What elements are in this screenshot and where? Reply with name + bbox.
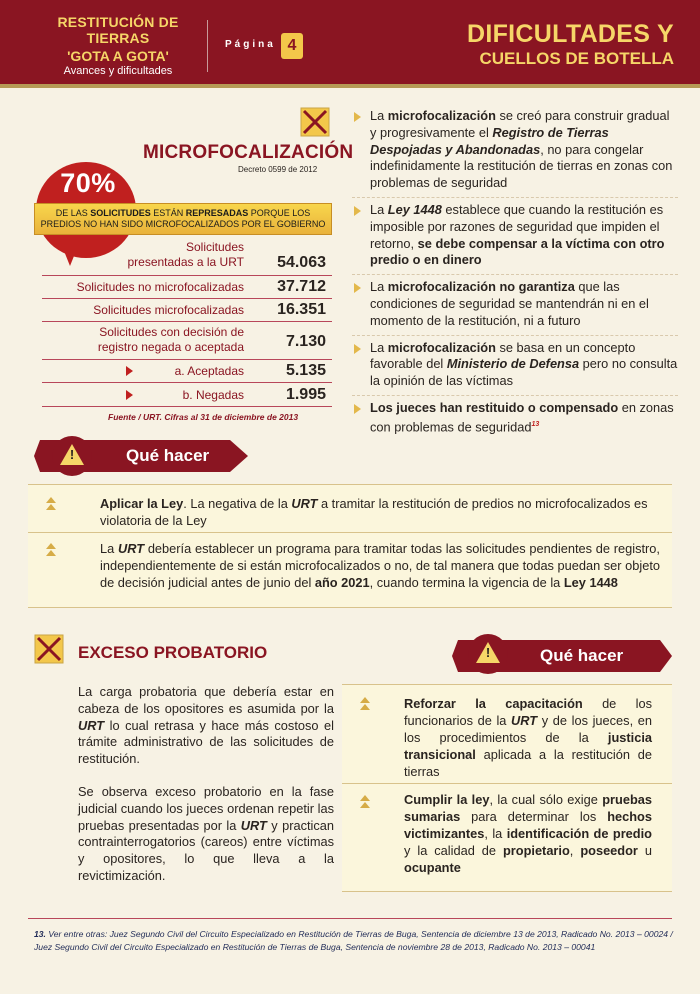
que-hacer-2-box: [342, 684, 672, 892]
list-item: Los jueces han restituido o compensado en zonas con problemas de seguridad$^{13}$: [352, 400, 678, 441]
page-label: Página: [225, 39, 276, 50]
stat-label: Solicitudes microfocalizadas: [93, 303, 244, 317]
list-item: La microfocalización se creó para construir gradual y progresivamente el Registro de Tierras Despojadas y Abandonadas, no para congelar indefinidamente la restitución de tierras en zonas con problemas de seguridad: [352, 108, 678, 198]
stat-label: Solicitudes presentadas a la URT: [127, 240, 244, 269]
section-heading-line2: CUELLOS DE BOTELLA: [479, 49, 674, 68]
footnote-divider: [28, 918, 672, 919]
double-arrow-up-icon: [360, 704, 370, 710]
publication-subtitle: Avances y dificultades: [63, 65, 173, 77]
stat-label: a. Aceptadas: [174, 364, 244, 378]
list-item: La microfocalización se basa en un concepto favorable del Ministerio de Defensa pero no consulta la opinión de las víctimas: [352, 340, 678, 396]
list-item: La Ley 1448 establece que cuando la restitución es imposible por razones de seguridad que impiden el retorno, se debe compensar a la víctima con otro predio o en dinero: [352, 202, 678, 275]
stat-value: 7.130: [285, 333, 326, 350]
box-divider: [342, 783, 672, 784]
page-number: 4: [281, 33, 303, 59]
stat-value: 54.063: [277, 254, 326, 271]
stat-value: 37.712: [277, 278, 326, 295]
publication-title-line1: RESTITUCIÓN DE TIERRAS: [57, 14, 179, 46]
banner-line2: PREDIOS NO HAN SIDO MICROFOCALIZADOS POR EL GOBIERNO: [40, 219, 326, 229]
exceso-paragraph-1: La carga probatoria que debería estar en cabeza de los opositores es asumida por la URT lo cual retrasa y hace más costoso el trámite administrativo de las solicitudes de restitución.: [78, 684, 334, 767]
double-arrow-up-icon: [360, 697, 370, 703]
publication-title-line2: 'GOTA A GOTA': [67, 48, 169, 64]
double-arrow-up-icon: [360, 802, 370, 808]
que-hacer-1-item: Aplicar la Ley. La negativa de la URT a tramitar la restitución de predios no microfocalizados es violatoria de la Ley: [100, 496, 648, 528]
stat-label: b. Negadas: [182, 388, 244, 402]
double-arrow-up-icon: [360, 795, 370, 801]
que-hacer-2-item: Cumplir la ley, la cual sólo exige pruebas sumarias para determinar los hechos victimizantes, la identificación de predio y la calidad de propietario, poseedor u ocupante: [404, 792, 653, 875]
que-hacer-2-label: Qué hacer: [540, 646, 624, 665]
stat-value: 16.351: [277, 301, 326, 318]
que-hacer-2-item: Reforzar la capacitación de los funcionarios de la URT y de los jueces, en los procedimientos de la justicia transicional aplicada a la restitución de tierras: [404, 696, 652, 779]
stat-value: 1.995: [285, 386, 326, 403]
stat-label: Solicitudes con decisión de registro negada o aceptada: [97, 325, 244, 354]
percent-value: 70%: [60, 168, 116, 198]
exceso-paragraph-2: Se observa exceso probatorio en la fase judicial cuando los jueces ordenan repetir las pruebas presentadas por la URT y practican contrainterrogatorios (careos) entre víctimas y opositores, lo que lleva a la revictimización.: [78, 784, 335, 883]
section-heading-line1: DIFICULTADES Y: [467, 20, 674, 48]
stat-value: 5.135: [285, 362, 326, 379]
decree-reference: Decreto 0599 de 2012: [238, 165, 318, 174]
list-item: La microfocalización no garantiza que las condiciones de seguridad se mantendrán ni en el momento de la restitución, ni a futuro: [352, 279, 678, 335]
source-note: Fuente / URT. Cifras al 31 de diciembre de 2013: [108, 412, 299, 422]
stat-label: Solicitudes no microfocalizadas: [76, 280, 244, 294]
microfocalizacion-title: MICROFOCALIZACIÓN: [143, 142, 354, 163]
que-hacer-1-item: La URT debería establecer un programa para tramitar todas las solicitudes pendientes de registro, independientemente de si están microfocalizados o no, de tal manera que todas puedan ser objeto de decisión judicial antes de junio del año 2021, cuando termina la vigencia de la Ley 1448: [100, 541, 660, 590]
warning-icon: !: [468, 634, 508, 674]
banner-line1: DE LAS SOLICITUDES ESTÁN REPRESADAS PORQUE LOS: [55, 208, 311, 218]
footnote: 13. Ver entre otras: Juez Segundo Civil del Circuito Especializado en Restitución de Tierras de Buga, Sentencia de diciembre 13 de 2013, Radicado No. 2013 – 00024 / Juez Segundo Civil del Circuito Especializado en Restitución de Tierras de Buga, Sentencia de noviembre 28 de 2013, Radicado No. 2013 – 00041: [34, 929, 673, 952]
exceso-probatorio-title: EXCESO PROBATORIO: [78, 643, 268, 662]
warning-icon: !: [52, 436, 92, 476]
que-hacer-1-label: Qué hacer: [126, 446, 210, 465]
